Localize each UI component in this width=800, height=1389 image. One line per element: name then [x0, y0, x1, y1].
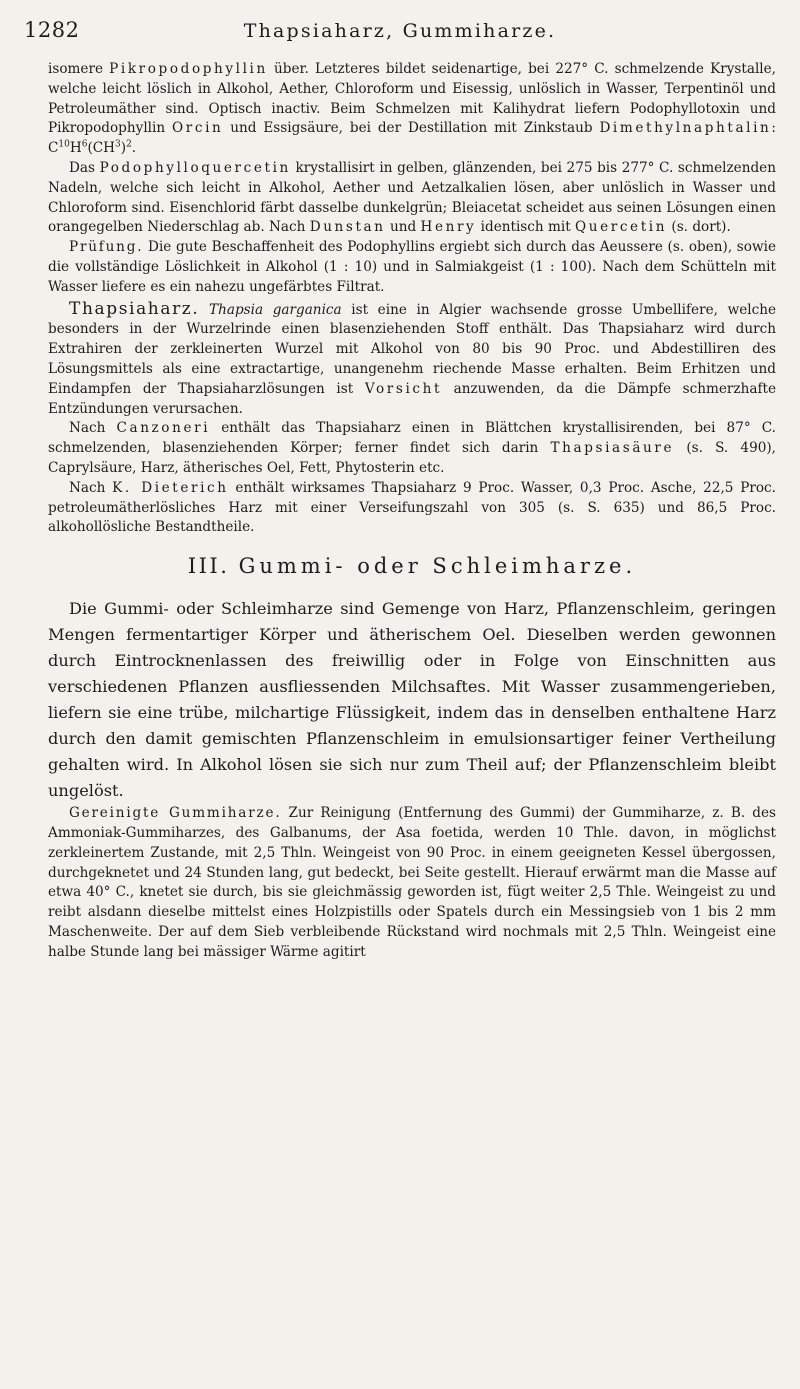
- species-thapsia-garganica: Thapsia garganica: [209, 301, 342, 318]
- term-vorsicht: Vorsicht: [364, 380, 443, 397]
- section-numeral: III.: [187, 554, 230, 579]
- formula-superscript: 10: [58, 139, 70, 150]
- paragraph-dieterich: [48, 479, 776, 538]
- body-text: [48, 60, 776, 963]
- page-header: [24, 18, 776, 52]
- text-run: Die gute Beschaffenheit des Podophyllins ergiebt sich durch das Aeussere (s. oben), sowie die vollständige Löslichkeit in Alkohol (1 : 10) und in Salmiakgeist (1 : 100). Nach dem Schütteln mit Wasser liefere es ein nahezu ungefärbtes Filtrat.: [48, 239, 776, 295]
- text-run: Das: [69, 159, 100, 176]
- text-run: enthält das Thapsiaharz einen in Blättchen krystallisirenden, bei 87° C. schmelzenden, blasenziehenden Körper; ferner findet sich darin: [48, 420, 776, 457]
- section-heading: [48, 552, 776, 580]
- paragraph-podophylloquercetin: [48, 159, 776, 238]
- paragraph-gereinigte-gummiharze: [48, 804, 776, 962]
- term-podophylloquercetin: Podophylloquercetin: [99, 159, 291, 176]
- text-run: enthält wirksames Thapsiaharz 9 Proc. Wasser, 0,3 Proc. Asche, 22,5 Proc. petroleumätherlösliches Harz mit einer Verseifungszahl von 305 (s. S. 635) und 86,5 Proc. alkohollösliche Bestandtheile.: [48, 479, 776, 536]
- text-run: anzuwenden, da die Dämpfe schmerzhafte Entzündungen verursachen.: [48, 380, 776, 417]
- running-title: Thapsiaharz, Gummiharze.: [243, 20, 557, 42]
- formula-part: : C: [48, 120, 776, 157]
- formula-part: (CH: [87, 140, 116, 157]
- text-run: über. Letzteres bildet seidenartige, bei 227° C. schmelzende Krystalle, welche leicht löslich in Alkohol, Aether, Chloroform und Eisessig, unlöslich in Wasser, Terpentinöl und Petroleumäther sind. Optisch inactiv. Beim Schmelzen mit Kalihydrat liefern Podophyllotoxin und Pikropodophyllin: [48, 61, 777, 137]
- term-pikropodophyllin: Pikropodophyllin: [109, 61, 268, 77]
- subheading-pruefung: Prüfung.: [69, 239, 144, 256]
- term-thapsiasaeure: Thapsiasäure: [550, 440, 675, 457]
- paragraph-canzoneri: [48, 419, 776, 478]
- author-dunstan: Dunstan: [309, 219, 386, 236]
- text-run: identisch mit: [476, 219, 575, 236]
- term-quercetin: Quercetin: [575, 219, 668, 236]
- section-title: Gummi- oder Schleimharze.: [238, 554, 637, 579]
- text-run: isomere: [48, 61, 110, 77]
- paragraph-gummiharze-intro: Die Gummi- oder Schleimharze sind Gemenge von Harz, Pflanzenschleim, geringen Mengen fermentartiger Körper und ätherischem Oel. Dieselben werden gewonnen durch Eintrocknenlassen des freiwillig oder in Folge von Einschnitten aus verschiedenen Pflanzen ausfliessenden Milchsaftes. Mit Wasser zusammengerieben, liefern sie eine trübe, milchartige Flüssigkeit, indem das in denselben enthaltene Harz durch den damit gemischten Pflanzenschleim in emulsionsartiger feiner Vertheilung gehalten wird. In Alkohol lösen sie sich nur zum Theil auf; der Pflanzenschleim bleibt ungelöst.: [48, 599, 776, 801]
- text-run: Zur Reinigung (Entfernung des Gummi) der Gummiharze, z. B. des Ammoniak-Gummiharzes, des Galbanums, der Asa foetida, werden 10 Thle. davon, in möglichst zerkleinertem Zustande, mit 2,5 Thln. Weingeist von 90 Proc. in einem geeigneten Kessel übergossen, durchgeknetet und 24 Stunden lang, gut bedeckt, bei Seite gestellt. Hierauf erwärmt man die Masse auf etwa 40° C., knetet sie durch, bis sie gleichmässig geworden ist, fügt weiter 2,5 Thle. Weingeist zu und reibt alsdann dieselbe mittelst eines Holzpistills oder Spatels durch ein Messingsieb von 1 bis 2 mm Maschenweite. Der auf dem Sieb verbleibende Rückstand wird nochmals mit 2,5 Thln. Weingeist eine halbe Stunde lang bei mässiger Wärme agitirt: [48, 805, 777, 960]
- text-run: (s. dort).: [667, 219, 731, 236]
- formula-part: .: [131, 140, 137, 157]
- text-run: krystallisirt in gelben, glänzenden, bei 275 bis 277° C. schmelzenden Nadeln, welche sich leicht in Alkohol, Aether und Aetzalkalien lösen, aber unlöslich in Wasser und Chloroform sind. Eisenchlorid färbt dasselbe dunkelgrün; Bleiacetat scheidet aus seinen Lösungen einen orangegelben Niederschlag ab. Nach: [48, 159, 776, 236]
- formula-superscript: 6: [81, 139, 88, 150]
- author-henry: Henry: [420, 219, 477, 236]
- author-canzoneri: Canzoneri: [116, 420, 211, 437]
- paragraph-pruefung: [48, 238, 776, 297]
- entry-title-thapsiaharz: Thapsiaharz.: [69, 298, 200, 319]
- term-dimethylnaphtalin: Dimethylnaphtalin: [599, 120, 772, 137]
- text-run: Nach: [69, 479, 113, 496]
- paragraph-thapsiaharz: [48, 300, 776, 420]
- text-run: Nach: [69, 420, 117, 437]
- formula-part: H: [69, 140, 82, 157]
- text-run: (s. S. 490), Caprylsäure, Harz, ätherisches Oel, Fett, Phytosterin etc.: [48, 440, 776, 476]
- text-run: ist eine in Algier wachsende grosse Umbellifere, welche besonders in der Wurzelrinde einen blasenziehenden Stoff enthält. Das Thapsiaharz wird durch Extrahiren der zerkleinerten Wurzel mit Alkohol von 80 bis 90 Proc. und Abdestilliren des Lösungsmittels als eine extractartige, unangenehm riechende Masse erhalten. Beim Erhitzen und Eindampfen der Thapsiaharzlösungen ist: [48, 301, 777, 397]
- page-number: 1282: [24, 18, 80, 42]
- subheading-gereinigte-gummiharze: Gereinigte Gummiharze.: [69, 805, 282, 822]
- author-dieterich: K. Dieterich: [112, 479, 229, 496]
- formula-superscript: 3: [115, 139, 121, 150]
- paragraph-pikropodophyllin: [48, 60, 776, 159]
- text-run: und: [385, 219, 421, 236]
- formula-superscript: 2: [126, 139, 132, 150]
- text-run: und Essigsäure, bei der Destillation mit Zinkstaub: [223, 120, 600, 137]
- term-orcin: Orcin: [172, 120, 224, 137]
- formula-part: ): [120, 140, 127, 157]
